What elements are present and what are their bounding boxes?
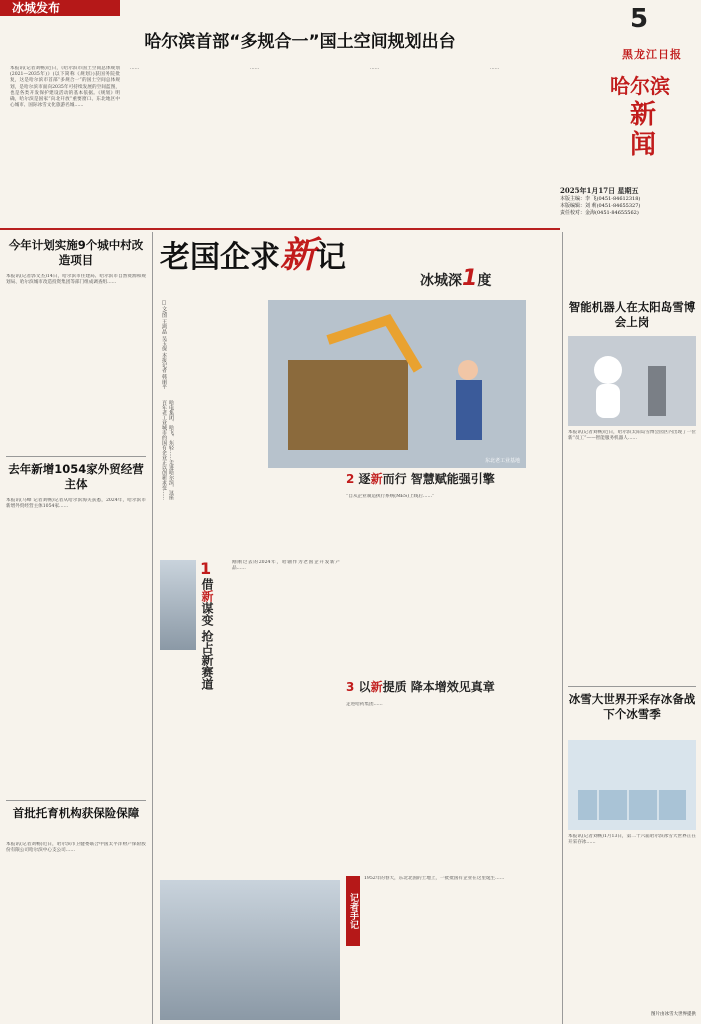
ice-harvest-illustration: [568, 740, 696, 830]
series-label: [420, 268, 520, 292]
left-article-3-title: 首批托育机构获保险保障: [12, 806, 140, 820]
left-column-rule: [152, 232, 153, 1024]
feature-byline: □文/图 王鸿晶 吴玉保 本报记者 韩丽平: [161, 300, 167, 390]
paper-name: 黑龙江日报: [622, 48, 682, 61]
section-2-title-b: 而行 智慧赋能强引擎: [382, 472, 495, 486]
section-news: 新闻: [630, 100, 657, 160]
right-article-2-title: 冰雪大世界开采存冰备战下个冰雪季: [568, 692, 696, 721]
left-article-1-title: 今年计划实施9个城中村改造项目: [8, 238, 144, 267]
feature-intro-block: [160, 400, 264, 500]
section-1-number: 1: [200, 559, 212, 578]
section-3-number: 3: [346, 680, 355, 694]
left-article-1-body: 本报讯(记者郭文杰)14日，哈尔滨市住建局、哈尔滨市自然资源和规划局、哈尔滨城市改造投资集团等部门组成调查组……: [6, 274, 146, 286]
section-2-title-a: 逐: [358, 472, 371, 486]
ice-photo: [568, 740, 696, 830]
top-story-col-2: ……: [130, 66, 140, 71]
left-article-3-body: 本报讯(记者刘畅)近日，哈尔滨市卫健委联合中国太平洋财产保险股份有限公司哈尔滨中心支公司……: [6, 842, 146, 854]
photo-caption: 东北老工业基地: [484, 458, 520, 464]
left-divider-1: [6, 456, 146, 457]
section-1-title-hl: 新: [200, 590, 214, 602]
feature-title-suffix: 记: [316, 240, 347, 275]
feature-title-highlight: 新: [280, 235, 317, 276]
feature-main-photo: [268, 300, 526, 468]
top-story-col-1: 本报讯(记者刘畅)近日，《哈尔滨市国土空间总体规划(2021—2035年)》(以下简称《规划》)获国务院批复，这是哈尔滨市首部“多规合一”的国土空间总体规划，是哈尔滨市面向2035年可持续发展的空间蓝图，也是各类开发保护建设活动的基本依据。《规划》明确，哈尔滨是国家“向北开放”重要窗口、东北地区中心城市、国际冰雪文化旅游名城……: [10, 66, 120, 109]
right-column-rule: [562, 232, 563, 1024]
feature-byline-block: [160, 300, 264, 400]
section-3-title-hl: 新: [370, 680, 383, 694]
left-article-2-title: 去年新增1054家外贸经营主体: [8, 462, 144, 491]
masthead: [600, 0, 701, 210]
feature-title: [160, 236, 346, 278]
section-1-heading: [200, 578, 214, 690]
page-number: 5: [630, 4, 649, 34]
feature-bottom-photo: [160, 880, 340, 1020]
section-2-body: “自从企业制造执行系统(MES)上线后……”: [346, 494, 435, 499]
section-2-number: 2: [346, 472, 355, 486]
layout-info: 责任校对：金海(0451-84655562): [560, 210, 639, 216]
issue-date: 2025年1月17日 星期五: [560, 186, 639, 195]
note-body: 1952年的春天，东北北国的土地上，一批批国有企业在这里诞生……: [364, 876, 505, 881]
section-1-title-a: 借: [200, 578, 214, 590]
left-divider-2: [6, 800, 146, 801]
right-article-2-body: 本报讯(记者刘畅)1月13日，第二十六届哈尔滨冰雪大世界正在开采存冰……: [568, 834, 696, 846]
photo-credit: 图片由冰雪大世界提供: [651, 1012, 696, 1017]
section-3-body: 走进哈药集团……: [346, 702, 383, 707]
section-banner-bingcheng: 冰城发布: [0, 0, 120, 16]
top-story-col-5: ……: [490, 66, 500, 71]
section-1-body: 刚刚过去的2024年，哈轴作为老国企开发新产品……: [232, 560, 340, 572]
section-3-title-a: 以: [358, 680, 371, 694]
section-2-title: [346, 470, 556, 490]
masthead-info: [560, 186, 701, 230]
feature-title-block: [160, 236, 460, 296]
robot-illustration: [568, 336, 696, 426]
feature-title-prefix: 老国企求: [160, 240, 280, 275]
note-label: 记者手记: [346, 876, 360, 946]
feature-intro: 哈电集团、哈飞、东轻……走进哈尔滨，这座百年老工业城市的国有企业正以创新求变……: [161, 400, 174, 500]
section-2-title-hl: 新: [370, 472, 383, 486]
robot-photo: [568, 336, 696, 426]
copy-editor-info: 本版编辑：刘 莉(0451-84655327): [560, 203, 641, 209]
editor-info: 本版主编：李 飞(0451-84612318): [560, 196, 641, 202]
top-story-col-4: ……: [370, 66, 380, 71]
section-3-title: [346, 678, 556, 698]
right-article-1-body: 本报讯(记者刘畅)近日，哈尔滨太阳岛雪博会园区内出现了一位新“员工”——智能服务机器人……: [568, 430, 696, 442]
right-divider: [568, 686, 696, 687]
top-story-col-3: ……: [250, 66, 260, 71]
section-1-photo: [160, 560, 196, 650]
section-city: 哈尔滨: [610, 74, 670, 98]
top-divider: [0, 228, 560, 230]
left-article-2-body: 本报讯(马峰 记者刘畅)记者从哈尔滨海关获悉，2024年，哈尔滨市新增外贸经营主体1054家……: [6, 498, 146, 510]
series-label-suffix: 度: [477, 273, 492, 289]
series-label-number: 1: [462, 266, 478, 291]
top-story-body: [10, 66, 600, 186]
top-story-headline: 哈尔滨首部“多规合一”国土空间规划出台: [144, 32, 456, 52]
section-1-title-b: 谋变 抢占新赛道: [200, 602, 214, 691]
section-1-title: [200, 559, 228, 691]
right-article-1-title: 智能机器人在太阳岛雪博会上岗: [568, 300, 696, 329]
section-3-title-b: 提质 降本增效见真章: [382, 680, 495, 694]
factory-robot-illustration: [268, 300, 526, 468]
series-label-prefix: 冰城深: [420, 273, 462, 289]
